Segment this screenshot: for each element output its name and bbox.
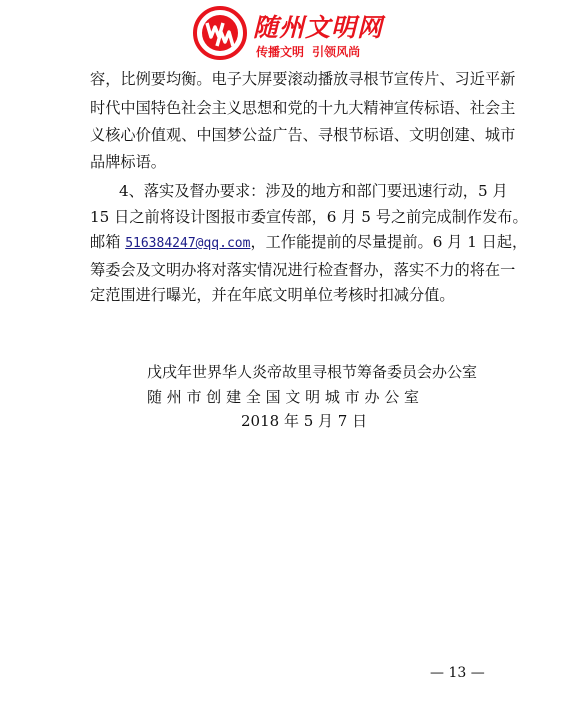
site-logo	[193, 6, 383, 66]
logo-name: 随州文明网	[253, 13, 384, 42]
body-line: 时代中国特色社会主义思想和党的十九大精神宣传标语、社会主	[90, 99, 516, 117]
issue-date: 2018 年 5 月 7 日	[241, 412, 368, 430]
body-line: 容，比例要均衡。电子大屏要滚动播放寻根节宣传片、习近平新	[90, 70, 516, 88]
page-number: — 13 —	[430, 665, 485, 681]
email-prefix: 邮箱	[90, 233, 126, 251]
body-line: 筹委会及文明办将对落实情况进行检查督办，落实不力的将在一	[90, 261, 516, 279]
body-line: 品牌标语。	[90, 153, 166, 171]
email-line	[90, 232, 527, 254]
logo-slogan: 传播文明 引领风尚	[256, 45, 361, 59]
email-link[interactable]: 516384247@qq.com	[125, 236, 251, 251]
body-line: 定范围进行曝光，并在年底文明单位考核时扣减分值。	[90, 286, 455, 304]
body-line: 义核心价值观、中国梦公益广告、寻根节标语、文明创建、城市	[90, 126, 516, 144]
issuing-organization: 戊戌年世界华人炎帝故里寻根节筹备委员会办公室	[147, 363, 478, 381]
body-line: 4、落实及督办要求：涉及的地方和部门要迅速行动，5 月	[119, 182, 508, 200]
wm-emblem-icon	[193, 6, 247, 60]
issuing-organization: 随 州 市 创 建 全 国 文 明 城 市 办 公 室	[147, 388, 419, 406]
email-suffix: ，工作能提前的尽量提前。6 月 1 日起，	[250, 233, 528, 251]
body-line: 15 日之前将设计图报市委宣传部，6 月 5 号之前完成制作发布。	[90, 208, 528, 226]
